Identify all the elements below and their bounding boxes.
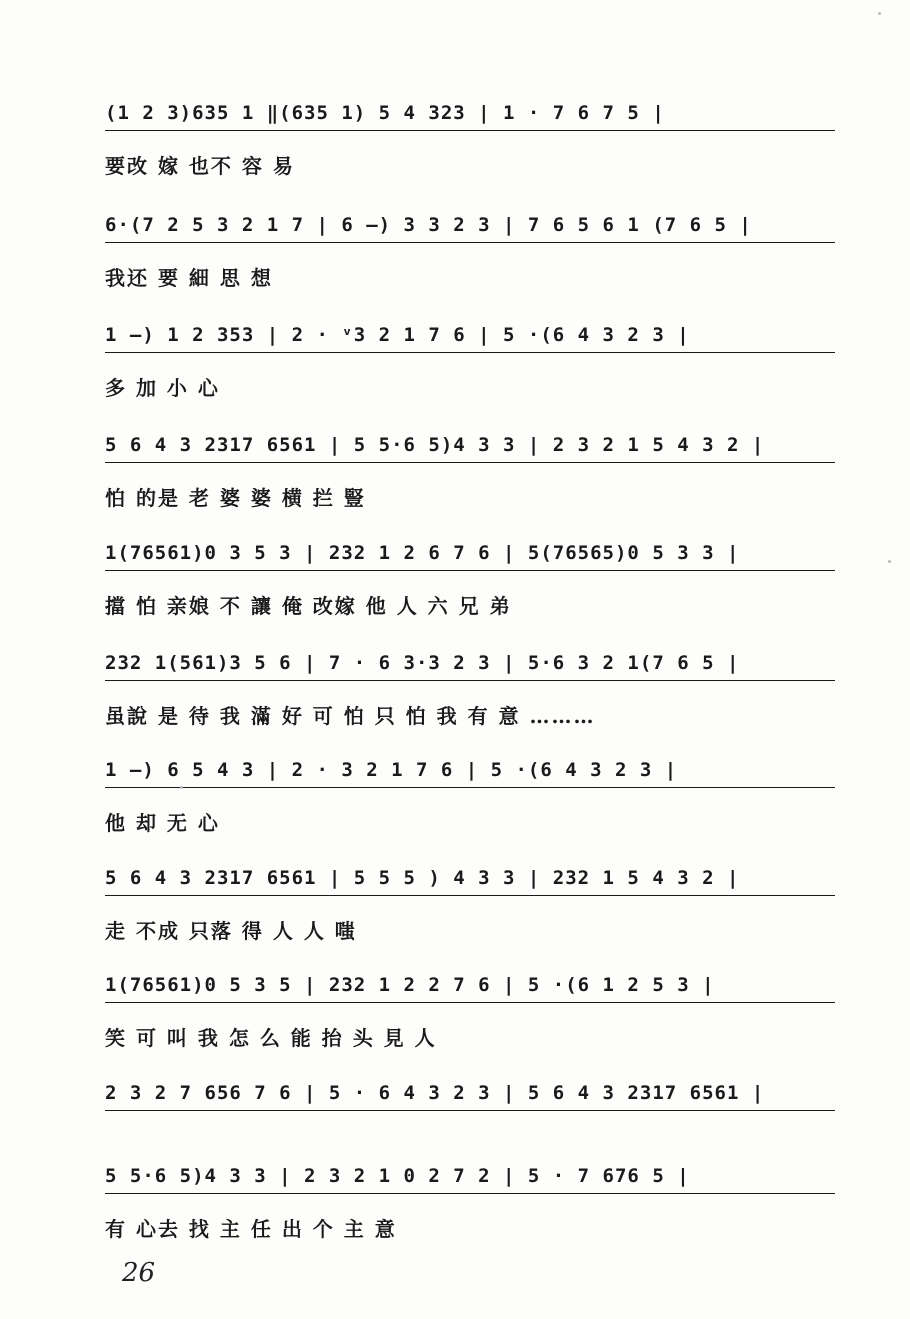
beam-line <box>105 352 835 353</box>
notation-line: 1 —) 6 5 4 3 | 2 · 3 2 1 7 6 | 5 ·(6 4 3 2 3 | <box>105 759 678 781</box>
notation-line: (1 2 3)635 1 ‖(635 1) 5 4 323 | 1 · 7 6 7 5 | <box>105 102 665 124</box>
beam-line <box>105 462 835 463</box>
lyric-line: 我还 要 細 思 想 <box>105 266 273 290</box>
score-line <box>0 650 910 760</box>
notation-line: 1(76561)0 5 3 5 | 232 1 2 2 7 6 | 5 ·(6 1 2 5 3 | <box>105 974 715 996</box>
beam-line <box>105 242 835 243</box>
scan-speck <box>180 786 183 789</box>
lyric-line: 走 不成 只落 得 人 人 嗤 <box>105 919 357 943</box>
beam-line <box>105 1110 835 1111</box>
lyric-line: 多 加 小 心 <box>105 376 220 400</box>
notation-line: 2 3 2 7 656 7 6 | 5 · 6 4 3 2 3 | 5 6 4 3 2317 6561 | <box>105 1082 765 1104</box>
beam-line <box>105 570 835 571</box>
score-line <box>0 1163 910 1273</box>
beam-line <box>105 787 835 788</box>
scan-speck <box>878 12 881 15</box>
beam-line <box>105 130 835 131</box>
beam-line <box>105 895 835 896</box>
notation-line: 5 5·6 5)4 3 3 | 2 3 2 1 0 2 7 2 | 5 · 7 676 5 | <box>105 1165 690 1187</box>
score-line <box>0 100 910 210</box>
score-line <box>0 757 910 867</box>
score-line <box>0 865 910 975</box>
score-line <box>0 322 910 432</box>
scan-speck <box>888 560 891 563</box>
lyric-line: 有 心去 找 主 任 出 个 主 意 <box>105 1217 397 1241</box>
beam-line <box>105 1193 835 1194</box>
lyric-line: 他 却 无 心 <box>105 811 220 835</box>
lyric-line: 笑 可 叫 我 怎 么 能 抬 头 見 人 <box>105 1026 437 1050</box>
notation-line: 6·(7 2 5 3 2 1 7 | 6 —) 3 3 2 3 | 7 6 5 6 1 (7 6 5 | <box>105 214 752 236</box>
score-line <box>0 212 910 322</box>
beam-line <box>105 1002 835 1003</box>
notation-line: 5 6 4 3 2317 6561 | 5 5 5 ) 4 3 3 | 232 1 5 4 3 2 | <box>105 867 740 889</box>
beam-line <box>105 680 835 681</box>
lyric-line: 虽說 是 待 我 滿 好 可 怕 只 怕 我 有 意 ……… <box>105 704 596 728</box>
lyric-line: 要改 嫁 也不 容 易 <box>105 154 295 178</box>
notation-line: 5 6 4 3 2317 6561 | 5 5·6 5)4 3 3 | 2 3 2 1 5 4 3 2 | <box>105 434 765 456</box>
score-line <box>0 432 910 542</box>
score-line <box>0 972 910 1082</box>
lyric-line: 怕 的是 老 婆 婆 横 拦 豎 <box>105 486 366 510</box>
notation-line: 1(76561)0 3 5 3 | 232 1 2 6 7 6 | 5(76565)0 5 3 3 | <box>105 542 740 564</box>
score-line <box>0 540 910 650</box>
page-number: 26 <box>122 1258 156 1288</box>
lyric-line: 擋 怕 亲娘 不 讓 俺 改嫁 他 人 六 兄 弟 <box>105 594 512 618</box>
notation-line: 232 1(561)3 5 6 | 7 · 6 3·3 2 3 | 5·6 3 2 1(7 6 5 | <box>105 652 740 674</box>
notation-line: 1 —) 1 2 353 | 2 · ᵛ3 2 1 7 6 | 5 ·(6 4 3 2 3 | <box>105 324 690 346</box>
